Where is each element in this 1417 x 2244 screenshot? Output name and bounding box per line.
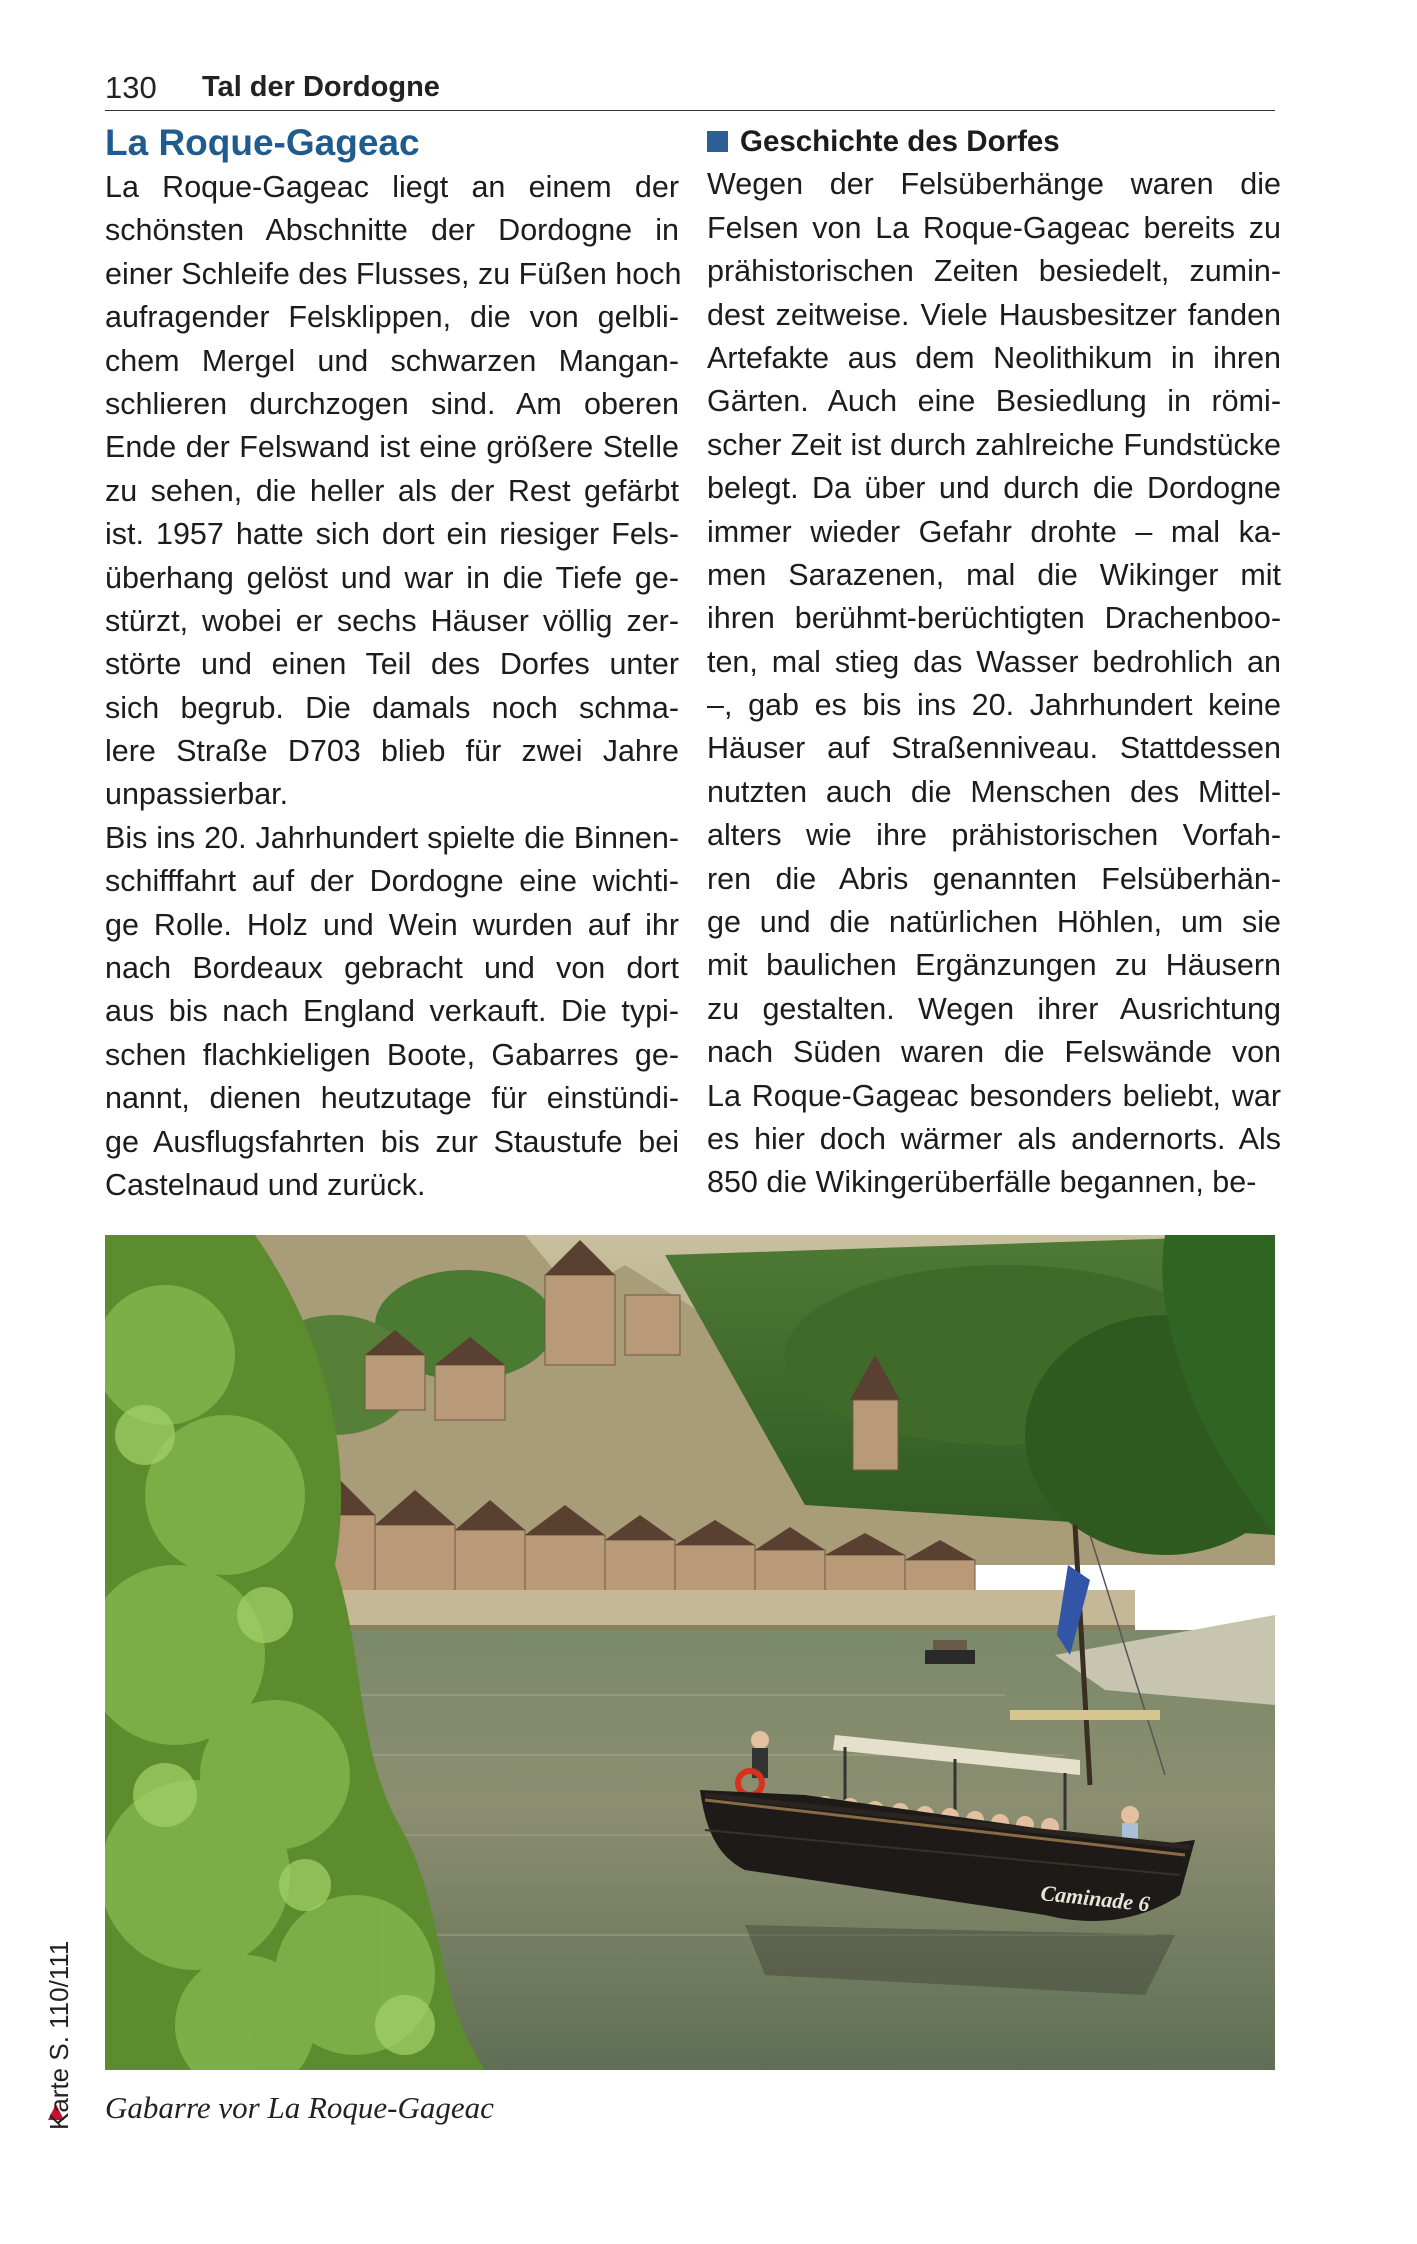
section-title: La Roque-Gageac (105, 122, 420, 163)
text-line: lere Straße D703 blieb für zwei Jahre (105, 734, 679, 769)
page-number: 130 (105, 70, 157, 105)
text-line: zu sehen, die heller als der Rest gefärbt (105, 473, 679, 508)
chapter-title: Tal der Dordogne (202, 71, 440, 103)
left-column (105, 120, 682, 1207)
text-line: La Roque-Gageac liegt an einem der (105, 170, 679, 204)
text-line: schönsten Abschnitte der Dordogne in (105, 213, 679, 248)
text-line: mit baulichen Ergänzungen zu Häusern (707, 948, 1281, 983)
text-line: Artefakte aus dem Neolithikum in ihren (707, 340, 1281, 375)
text-line: unpassierbar. (105, 777, 289, 812)
right-column (707, 120, 1281, 1205)
text-line: immer wieder Gefahr drohte – mal ka- (707, 514, 1281, 549)
text-line: Gärten. Auch eine Besiedlung in römi- (707, 384, 1281, 419)
subheading-text: Geschichte des Dorfes (740, 125, 1060, 158)
left-column-body (105, 166, 682, 1207)
photo-gabarre (105, 1235, 1275, 2070)
text-line: dest zeitweise. Viele Hausbesitzer fanden (707, 297, 1281, 332)
text-line: Castelnaud und zurück. (105, 1167, 426, 1202)
right-column-body (707, 163, 1281, 1204)
text-line: Bis ins 20. Jahrhundert spielte die Binnen- (105, 820, 679, 855)
text-line: La Roque-Gageac besonders beliebt, war (707, 1078, 1281, 1113)
text-line: ihren berühmt-berüchtigten Drachenboo- (707, 601, 1281, 636)
text-line: ten, mal stieg das Wasser bedrohlich an (707, 644, 1281, 679)
text-line: einer Schleife des Flusses, zu Füßen hoch (105, 256, 682, 291)
text-line: men Sarazenen, mal die Wikinger mit (707, 557, 1281, 592)
text-line: Felsen von La Roque-Gageac bereits zu (707, 210, 1281, 245)
text-line: nannt, dienen heutzutage für einstündi- (105, 1081, 679, 1116)
text-line: schifffahrt auf der Dordogne eine wichti- (105, 864, 679, 899)
text-line: belegt. Da über und durch die Dordogne (707, 471, 1281, 506)
text-line: schlieren durchzogen sind. Am oberen (105, 386, 679, 421)
boat-name: Caminade 6 (1039, 1880, 1151, 1917)
running-header (105, 62, 1275, 111)
text-line: schen flachkieligen Boote, Gabarres ge- (105, 1037, 679, 1072)
text-line: Wegen der Felsüberhänge waren die (707, 167, 1281, 202)
text-line: scher Zeit ist durch zahlreiche Fundstücke (707, 427, 1281, 462)
text-line: ist. 1957 hatte sich dort ein riesiger Fels- (105, 517, 679, 552)
subheading (707, 120, 1281, 163)
text-line: ge und die natürlichen Höhlen, um sie (707, 905, 1281, 940)
text-line: es hier doch wärmer als andernorts. Als (707, 1121, 1281, 1156)
text-line: ge Rolle. Holz und Wein wurden auf ihr (105, 907, 679, 942)
text-line: nutzten auch die Menschen des Mittel- (707, 774, 1281, 809)
text-line: –, gab es bis ins 20. Jahrhundert keine (707, 688, 1281, 723)
text-line: ge Ausflugsfahrten bis zur Staustufe bei (105, 1124, 679, 1159)
text-line: störte und einen Teil des Dorfes unter (105, 647, 679, 682)
photo-caption: Gabarre vor La Roque-Gageac (105, 2090, 494, 2125)
text-line: stürzt, wobei er sechs Häuser völlig zer- (105, 603, 679, 638)
text-line: aufragender Felsklippen, die von gelbli- (105, 300, 679, 335)
text-line: überhang gelöst und war in die Tiefe ge- (105, 560, 679, 595)
text-line: zu gestalten. Wegen ihrer Ausrichtung (707, 991, 1281, 1026)
map-reference: Karte S. 110/111 (44, 1940, 74, 2130)
text-line: ren die Abris genannten Felsüberhän- (707, 861, 1281, 896)
text-line: 850 die Wikingerüberfälle begannen, be- (707, 1165, 1257, 1200)
text-line: Ende der Felswand ist eine größere Stelle (105, 430, 679, 465)
text-line: aus bis nach England verkauft. Die typi- (105, 994, 679, 1029)
text-line: chem Mergel und schwarzen Mangan- (105, 343, 679, 378)
text-line: alters wie ihre prähistorischen Vorfah- (707, 818, 1281, 853)
text-line: Häuser auf Straßenniveau. Stattdessen (707, 731, 1281, 766)
text-line: nach Süden waren die Felswände von (707, 1035, 1281, 1070)
text-line: prähistorischen Zeiten besiedelt, zumin- (707, 254, 1281, 289)
text-line: sich begrub. Die damals noch schma- (105, 690, 679, 725)
text-line: nach Bordeaux gebracht und von dort (105, 951, 679, 986)
square-bullet-icon (707, 131, 728, 152)
